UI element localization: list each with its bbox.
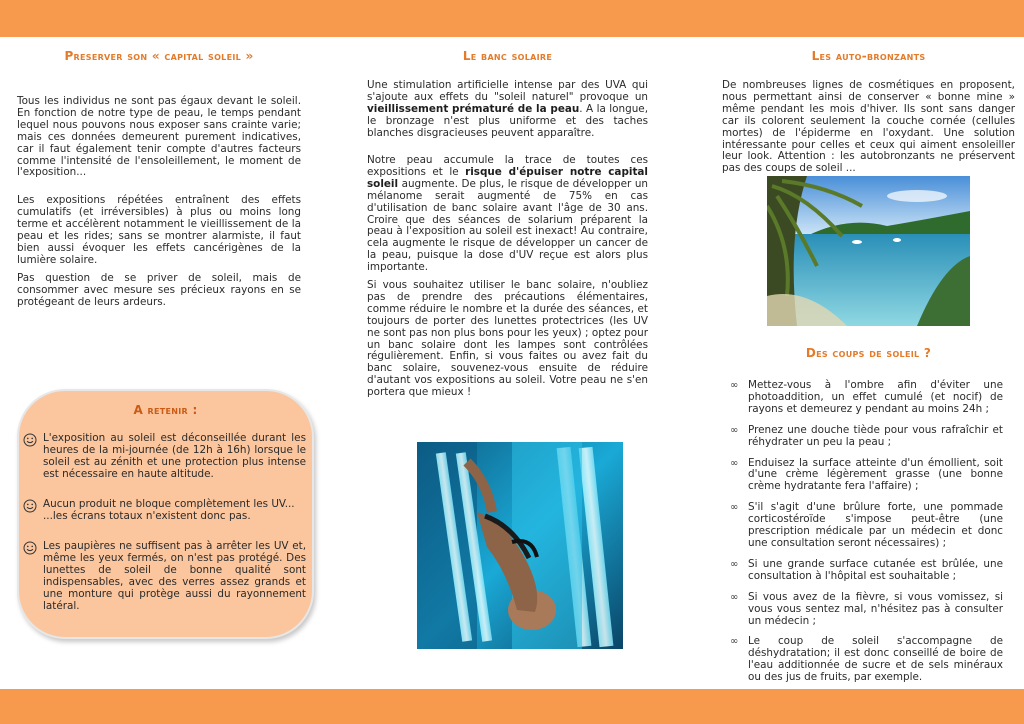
list-item	[730, 425, 1003, 449]
col1-paragraph-3: Pas question de se priver de soleil, mais de consommer avec mesure ses précieux rayons en se protégeant de leurs ardeurs.	[17, 272, 301, 308]
col2-paragraph-1	[367, 80, 648, 140]
col2-p2-text-a: Notre peau accumule la trace de toutes ces expositions et le	[367, 154, 648, 178]
infinity-bullet-icon: ∞	[730, 380, 739, 391]
bottom-orange-band	[0, 689, 1024, 724]
tip-text: Le coup de soleil s'accompagne de déshydratation; il est donc conseillé de boire de l'eau additionnée de sucre et de sels minéraux ou des jus de fruits, par exemple.	[748, 635, 1003, 684]
tip-text: Si une grande surface cutanée est brûlée, une consultation à l'hôpital est souhaitable ;	[748, 557, 1003, 582]
infinity-bullet-icon: ∞	[730, 636, 739, 648]
retenir-text-3: Les paupières ne suffisent pas à arrêter les UV et, même les yeux fermés, on n'est pas protégé. Des lunettes de soleil de bonne qualité sont indispensables, avec des verres assez grands et une monture qui protège aussi du rayonnement latéral.	[43, 540, 306, 612]
infinity-bullet-icon: ∞	[730, 558, 739, 570]
infinity-bullet-icon: ∞	[730, 591, 739, 603]
retenir-title: A retenir :	[133, 403, 198, 417]
infinity-bullet-icon: ∞	[730, 502, 739, 514]
solarium-image	[417, 442, 623, 649]
smiley-icon	[23, 541, 37, 555]
col1-paragraph-1: Tous les individus ne sont pas égaux devant le soleil. En fonction de notre type de peau, le temps pendant lequel nous pouvons nous exposer sans crainte varie; mais ces données demeurent purement indicatives, car il faut également tenir compte d'autres facteurs comme l'intensité de l'ensoleillement, le moment de l'exposition...	[17, 95, 301, 179]
heading-coups-de-soleil: Des coups de soleil ?	[805, 346, 932, 360]
list-item	[730, 559, 1003, 583]
col2-p2-bold: risque d'épuiser notre capital soleil	[367, 165, 648, 190]
retenir-text-1: L'exposition au soleil est déconseillée durant les heures de la mi-journée (de 12h à 16h) lorsque le soleil est au zénith et une protection plus intense est nécessaire en haute altitude.	[43, 432, 306, 480]
heading-capital-soleil: Preserver son « capital soleil »	[64, 49, 254, 63]
tip-text: Enduisez la surface atteinte d'un émollient, soit d'une crème légèrement grasse (une bonne crème hydratante fera l'affaire) ;	[748, 456, 1003, 493]
tips-list	[730, 380, 1003, 693]
col3-paragraph: De nombreuses lignes de cosmétiques en proposent, nous permettant ainsi de conserver « bonne mine » même pendant les mois d'hiver. Ils sont sans danger car ils colorent seulement la couche cornée (cellules mortes) de l'épiderme en l'oxydant. Une solution intéressante pour celles et ceux qui aiment ensoleiller leur look. Attention : les autobronzants ne préservent pas des coups de soleil ...	[722, 79, 1015, 175]
heading-auto-bronzants: Les auto-bronzants	[811, 49, 926, 63]
col1-paragraph-2: Les expositions répétées entraînent des effets cumulatifs (et irréversibles) à plus ou moins long terme et accélèrent notamment le vieillissement de la peau et les rides; sans se montrer alarmiste, il faut bien aussi évoquer les effets cancérigènes de la lumière solaire.	[17, 194, 301, 266]
tip-text: Si vous avez de la fièvre, si vous vomissez, si vous vous sentez mal, n'hésitez pas à consulter un médecin ;	[748, 590, 1003, 627]
retenir-item-2	[23, 499, 306, 523]
col2-p1-text-a: Une stimulation artificielle intense par des UVA qui s'ajoute aux effets du "soleil naturel" provoque un	[367, 79, 648, 103]
retenir-box	[17, 389, 314, 639]
retenir-item-1	[23, 433, 306, 481]
tip-text: S'il s'agit d'une brûlure forte, une pommade corticostéroïde s'impose peut-être (une prescription médicale par un médecin et donc une consultation seront nécessaires) ;	[748, 501, 1003, 549]
col2-p1-text-c: . A la longue, le bronzage n'est plus uniforme et des taches blanches disgracieuses peuvent apparaître.	[367, 102, 648, 139]
infinity-bullet-icon: ∞	[730, 424, 739, 436]
retenir-text-2b: ...les écrans totaux n'existent donc pas.	[43, 509, 251, 522]
list-item	[730, 502, 1003, 550]
heading-banc-solaire: Le banc solaire	[462, 49, 553, 63]
list-item	[730, 636, 1003, 684]
col2-paragraph-3: Si vous souhaitez utiliser le banc solaire, n'oubliez pas de prendre des précautions élémentaires, comme réduire le nombre et la durée des séances, et toujours de porter des lunettes protectrices (les UV ne sont pas non plus bons pour les yeux) ; optez pour un banc solaire dont les lampes sont contrôlées régulièrement. Enfin, si vous faites ou avez fait du banc solaire, souvenez-vous ensuite de réduire d'autant vos expositions au soleil. Votre peau ne s'en portera que mieux !	[367, 279, 648, 399]
tip-text: Prenez une douche tiède pour vous rafraîchir et réhydrater un peu la peau ;	[748, 423, 1003, 448]
top-orange-band	[0, 0, 1024, 37]
list-item	[730, 380, 1003, 416]
smiley-icon	[23, 433, 37, 447]
retenir-item-3	[23, 541, 306, 612]
retenir-text-2a: Aucun produit ne bloque complètement les UV...	[43, 498, 295, 510]
tip-text: Mettez-vous à l'ombre afin d'éviter une photoaddition, un effet cumulé (et nocif) de rayons et demeurez y pendant au moins 24h ;	[748, 379, 1003, 415]
beach-photo	[767, 176, 970, 326]
list-item	[730, 458, 1003, 494]
col2-paragraph-2	[367, 155, 648, 274]
list-item	[730, 592, 1003, 628]
col2-p1-bold: vieillissement prématuré de la peau	[367, 102, 580, 115]
beach-image	[767, 176, 970, 326]
col2-p2-text-c: augmente. De plus, le risque de développer un mélanome serait augmenté de 75% en cas d'utilisation de banc solaire avant l'âge de 30 ans. Croire que des séances de solarium préparent la peau à l'exposition au soleil est inexact! Au contraire, cela augmente le risque de développer un cancer de la peau, puisque la dose d'UV reçue est alors plus importante.	[367, 177, 648, 274]
infinity-bullet-icon: ∞	[730, 457, 739, 469]
solarium-photo	[417, 442, 623, 649]
smiley-icon	[23, 499, 37, 513]
